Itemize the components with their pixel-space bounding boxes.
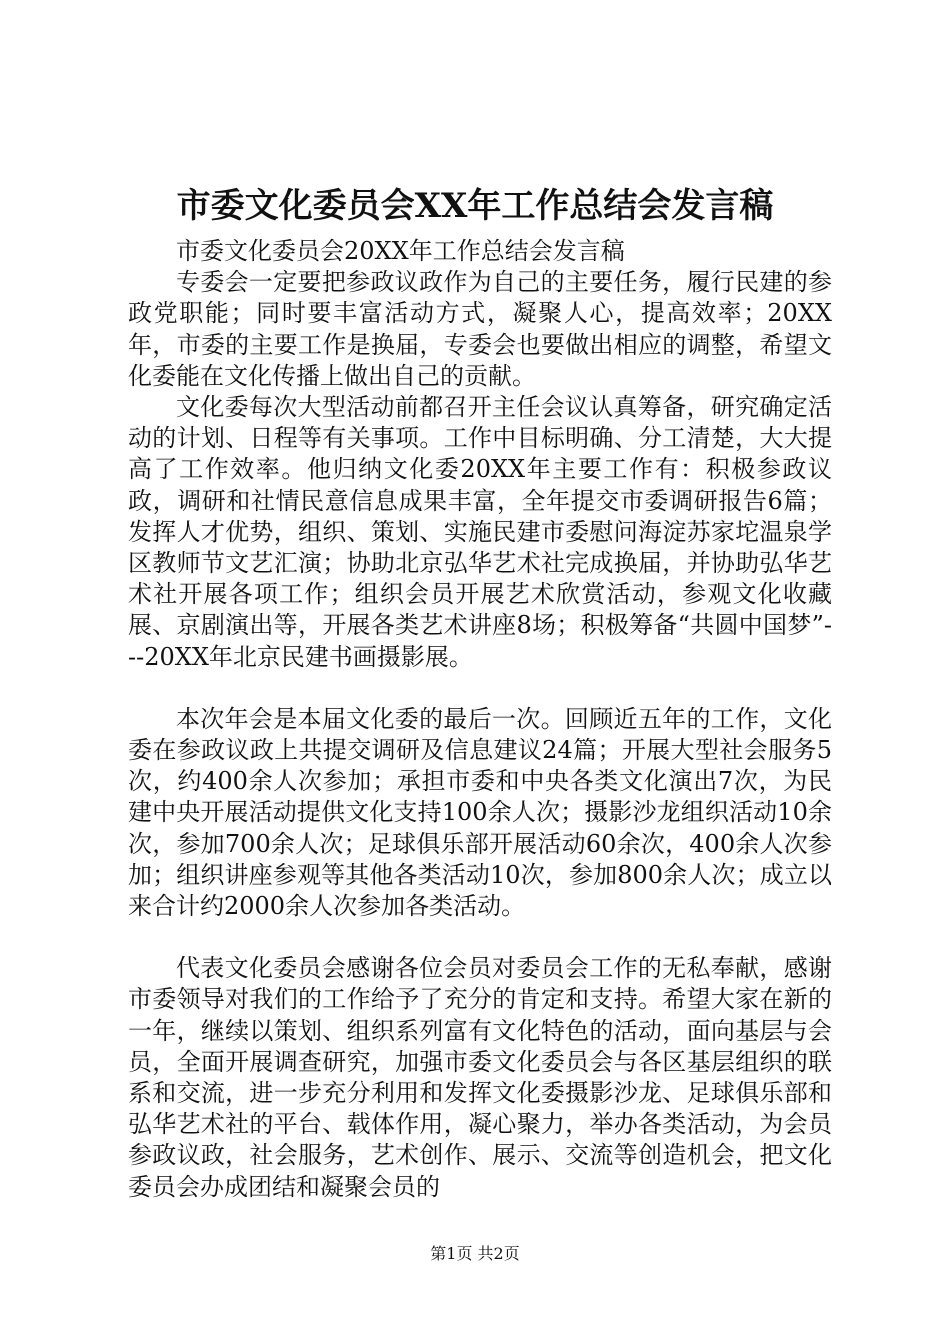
body-paragraph: 专委会一定要把参政议政作为自己的主要任务，履行民建的参政党职能；同时要丰富活动方式，凝聚人心，提高效率；20XX年，市委的主要工作是换届，专委会也要做出相应的调整，希望文化委能在文化传播上做出自己的贡献。	[128, 268, 832, 390]
body-paragraph: 文化委每次大型活动前都召开主任会议认真筹备，研究确定活动的计划、日程等有关事项。工作中目标明确、分工清楚，大大提高了工作效率。他归纳文化委20XX年主要工作有：积极参政议政，调研和社情民意信息成果丰富，全年提交市委调研报告6篇；发挥人才优势，组织、策划、实施民建市委慰问海淀苏家坨温泉学区教师节文艺汇演；协助北京弘华艺术社完成换届，并协助弘华艺术社开展各项工作；组织会员开展艺术欣赏活动，参观文化收藏展、京剧演出等，开展各类艺术讲座8场；积极筹备“共圆中国梦”---20XX年北京民建书画摄影展。	[128, 393, 832, 671]
document-title: 市委文化委员会XX年工作总结会发言稿	[176, 186, 774, 226]
page-number-footer: 第1页 共2页	[430, 1244, 520, 1263]
body-paragraph: 本次年会是本届文化委的最后一次。回顾近五年的工作，文化委在参政议政上共提交调研及信息建议24篇；开展大型社会服务5次，约400余人次参加；承担市委和中央各类文化演出7次，为民建中央开展活动提供文化支持100余人次；摄影沙龙组织活动10余次，参加700余人次；足球俱乐部开展活动60余次，400余人次参加；组织讲座参观等其他各类活动10次，参加800余人次；成立以来合计约2000余人次参加各类活动。	[128, 704, 832, 921]
subtitle-paragraph: 市委文化委员会20XX年工作总结会发言稿	[176, 237, 625, 265]
document-body	[128, 236, 832, 1203]
body-paragraph: 代表文化委员会感谢各位会员对委员会工作的无私奉献，感谢市委领导对我们的工作给予了充分的肯定和支持。希望大家在新的一年，继续以策划、组织系列富有文化特色的活动，面向基层与会员，全面开展调查研究，加强市委文化委员会与各区基层组织的联系和交流，进一步充分利用和发挥文化委摄影沙龙、足球俱乐部和弘华艺术社的平台、载体作用，凝心聚力，举办各类活动，为会员参政议政，社会服务，艺术创作、展示、交流等创造机会，把文化委员会办成团结和凝聚会员的	[128, 954, 832, 1201]
